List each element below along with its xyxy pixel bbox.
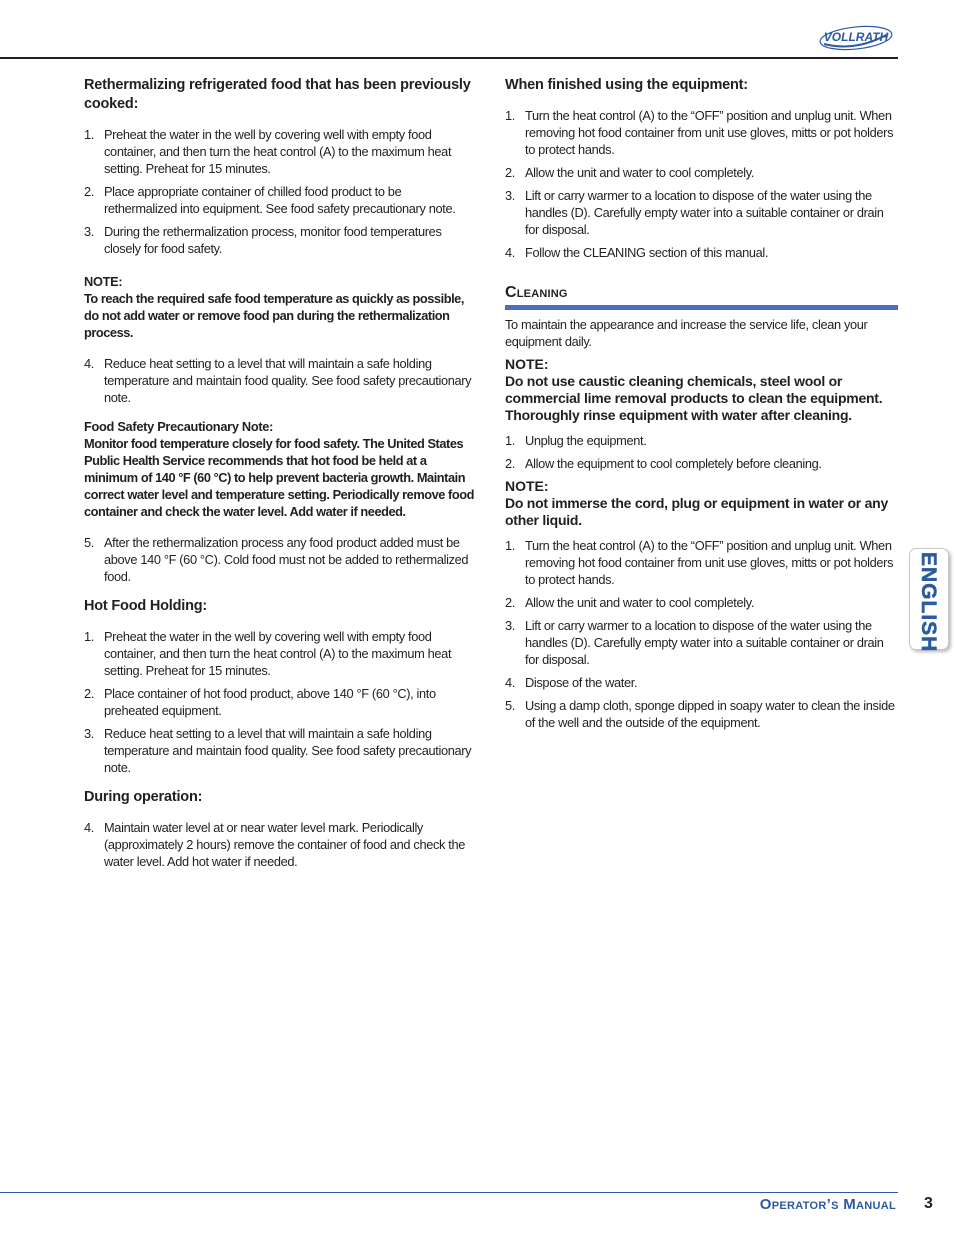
rethermalizing-steps — [84, 126, 476, 257]
hot-holding-steps — [84, 628, 476, 776]
vollrath-logo — [818, 22, 894, 52]
list-item: 1. Turn the heat control (A) to the “OFF” position and unplug unit. When removing hot food container from unit use gloves, mitts or pot holders to protect hands. — [505, 538, 894, 587]
cleaning-rule — [505, 305, 898, 310]
footer-title: Operator’s Manual — [759, 1196, 896, 1213]
cleaning-steps — [505, 432, 898, 472]
list-item: 1. Unplug the equipment. — [505, 433, 647, 448]
list-item: 5. Using a damp cloth, sponge dipped in soapy water to clean the inside of the well and the outside of the equipment. — [505, 698, 895, 730]
svg-text:VOLLRATH: VOLLRATH — [823, 30, 889, 44]
list-item: 2. Allow the unit and water to cool completely. — [505, 165, 755, 180]
rethermalizing-steps-cont — [84, 355, 476, 406]
list-item: 3. Lift or carry warmer to a location to dispose of the water using the handles (D). Carefully empty water into a suitable container or drain for disposal. — [505, 188, 884, 237]
list-item: 4. Reduce heat setting to a level that will maintain a safe holding temperature and maintain food quality. See food safety precautionary note. — [84, 356, 472, 405]
hot-food-holding-heading: Hot Food Holding: — [84, 598, 208, 614]
language-tab-label: ENGLISH — [917, 552, 940, 653]
note-title: NOTE: — [84, 274, 123, 289]
list-item: 2. Place container of hot food product, above 140 °F (60 °C), into preheated equipment. — [84, 686, 436, 718]
cleaning-procedure-steps — [505, 537, 898, 731]
note-body: To reach the required safe food temperature as quickly as possible, do not add water or remove food pan during the rethermalization process. — [84, 291, 464, 340]
rethermalizing-steps-final — [84, 534, 476, 585]
rethermalizing-heading: Rethermalizing refrigerated food that has been previously cooked: — [84, 77, 471, 112]
list-item: 3. Reduce heat setting to a level that will maintain a safe holding temperature and maintain food quality. See food safety precautionary note. — [84, 726, 472, 775]
list-item: 5. After the rethermalization process any food product added must be above 140 °F (60 °C). Cold food must not be added to rethermalized food. — [84, 535, 469, 584]
food-safety-body: Monitor food temperature closely for food safety. The United States Public Health Service recommends that hot food be held at a minimum of 140 °F (60 °C) to help prevent bacteria growth. Maintain correct water level and temperature setting. Periodically remove food container and check the water level. Add water if needed. — [84, 436, 474, 519]
list-item: 2. Allow the unit and water to cool completely. — [505, 595, 755, 610]
list-item: 1. Preheat the water in the well by covering well with empty food container, and then turn the heat control (A) to the maximum heat setting. Preheat for 15 minutes. — [84, 127, 452, 176]
list-item: 1. Turn the heat control (A) to the “OFF” position and unplug unit. When removing hot food container from unit use gloves, mitts or pot holders to protect hands. — [505, 108, 894, 157]
when-finished-heading: When finished using the equipment: — [505, 77, 748, 93]
list-item: 4. Maintain water level at or near water level mark. Periodically (approximately 2 hours) remove the container of food and check the water level. Add hot water if needed. — [84, 820, 466, 869]
immerse-note-body: Do not immerse the cord, plug or equipment in water or any other liquid. — [505, 495, 888, 528]
when-finished-steps — [505, 107, 898, 261]
cleaning-note-body: Do not use caustic cleaning chemicals, steel wool or commercial lime removal products to clean the equipment. Thoroughly rinse equipment with water after cleaning. — [505, 373, 883, 423]
cleaning-intro: To maintain the appearance and increase the service life, clean your equipment daily. — [505, 317, 868, 349]
food-safety-title: Food Safety Precautionary Note: — [84, 419, 274, 434]
during-operation-heading: During operation: — [84, 789, 203, 805]
header-rule — [0, 57, 898, 59]
during-operation-steps — [84, 819, 476, 870]
list-item: 3. During the rethermalization process, monitor food temperatures closely for food safety. — [84, 224, 442, 256]
left-column — [84, 76, 476, 876]
cleaning-note-title: NOTE: — [505, 356, 549, 372]
list-item: 1. Preheat the water in the well by covering well with empty food container, and then turn the heat control (A) to the maximum heat setting. Preheat for 15 minutes. — [84, 629, 452, 678]
cleaning-heading: Cleaning — [505, 284, 568, 301]
list-item: 2. Allow the equipment to cool completely before cleaning. — [505, 456, 822, 471]
list-item: 4. Dispose of the water. — [505, 675, 638, 690]
list-item: 4. Follow the CLEANING section of this manual. — [505, 245, 769, 260]
page-number: 3 — [924, 1195, 933, 1212]
immerse-note-title: NOTE: — [505, 478, 549, 494]
list-item: 2. Place appropriate container of chilled food product to be rethermalized into equipment. See food safety precautionary note. — [84, 184, 456, 216]
footer-rule — [0, 1192, 898, 1193]
list-item: 3. Lift or carry warmer to a location to dispose of the water using the handles (D). Carefully empty water into a suitable container or drain for disposal. — [505, 618, 884, 667]
right-column — [505, 76, 898, 737]
